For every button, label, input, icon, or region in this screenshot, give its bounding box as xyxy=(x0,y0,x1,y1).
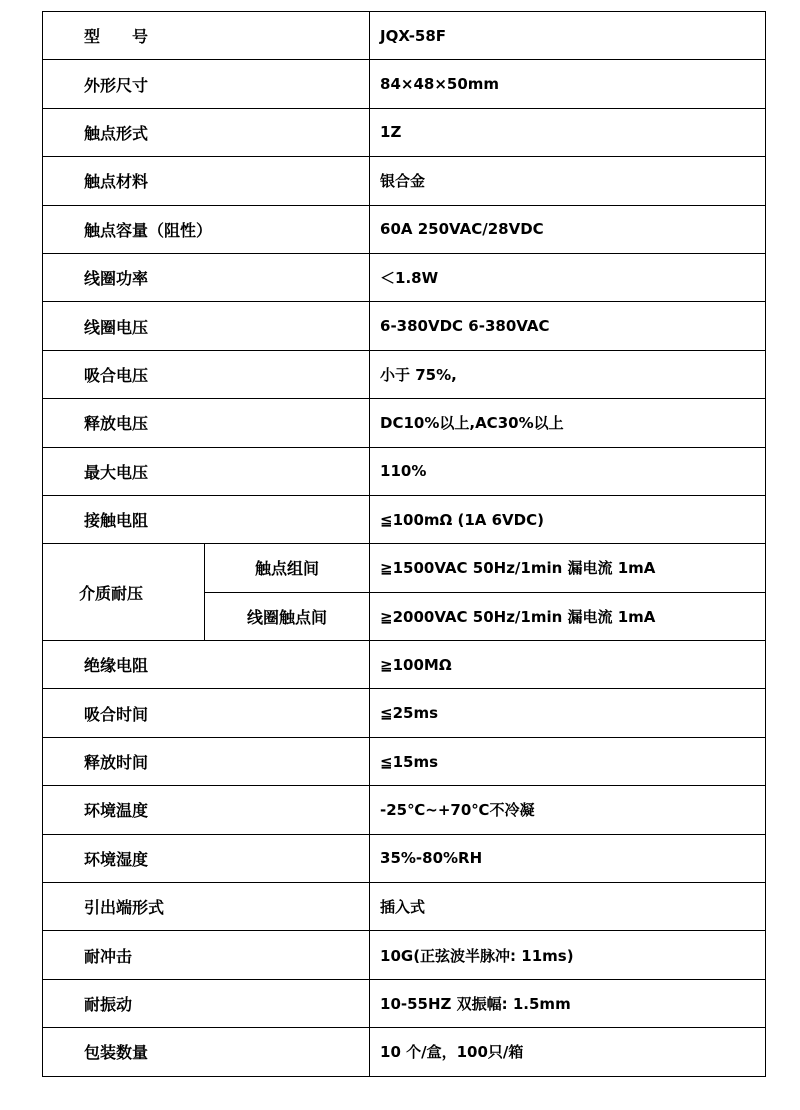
spec-label: 释放电压 xyxy=(43,399,370,447)
spec-label: 绝缘电阻 xyxy=(43,641,370,689)
spec-value: -25℃~+70℃不冷凝 xyxy=(370,786,766,834)
spec-label: 耐冲击 xyxy=(43,931,370,979)
spec-value: ≦100mΩ (1A 6VDC) xyxy=(370,495,766,543)
spec-value: ≧100MΩ xyxy=(370,641,766,689)
spec-value: 10-55HZ 双振幅: 1.5mm xyxy=(370,979,766,1027)
spec-value: 10 个/盒，100只/箱 xyxy=(370,1028,766,1076)
spec-label: 线圈功率 xyxy=(43,253,370,301)
spec-label: 吸合时间 xyxy=(43,689,370,737)
spec-label: 最大电压 xyxy=(43,447,370,495)
spec-row-vibration-resistance xyxy=(43,979,766,1027)
spec-row-pull-in-time xyxy=(43,689,766,737)
spec-row-pull-in-voltage xyxy=(43,350,766,398)
spec-value: 6-380VDC 6-380VAC xyxy=(370,302,766,350)
spec-value: ＜1.8W xyxy=(370,253,766,301)
spec-label: 释放时间 xyxy=(43,737,370,785)
spec-table xyxy=(42,11,766,1077)
spec-row-max-voltage xyxy=(43,447,766,495)
spec-label: 接触电阻 xyxy=(43,495,370,543)
spec-row-contact-form xyxy=(43,108,766,156)
spec-value: ≧1500VAC 50Hz/1min 漏电流 1mA xyxy=(370,544,766,592)
spec-row-model xyxy=(43,12,766,60)
spec-value: 110% xyxy=(370,447,766,495)
spec-label: 触点形式 xyxy=(43,108,370,156)
spec-row-terminal-type xyxy=(43,883,766,931)
spec-row-packaging xyxy=(43,1028,766,1076)
spec-sub-label: 线圈触点间 xyxy=(205,592,370,640)
spec-label: 触点容量（阻性） xyxy=(43,205,370,253)
spec-value: ≦25ms xyxy=(370,689,766,737)
spec-label: 吸合电压 xyxy=(43,350,370,398)
spec-value: 插入式 xyxy=(370,883,766,931)
spec-value: DC10%以上,AC30%以上 xyxy=(370,399,766,447)
spec-row-release-voltage xyxy=(43,399,766,447)
spec-label: 包装数量 xyxy=(43,1028,370,1076)
spec-value: 银合金 xyxy=(370,157,766,205)
spec-row-contact-material xyxy=(43,157,766,205)
spec-label: 外形尺寸 xyxy=(43,60,370,108)
spec-label: 环境温度 xyxy=(43,786,370,834)
spec-row-shock-resistance xyxy=(43,931,766,979)
spec-value: 10G(正弦波半脉冲: 11ms) xyxy=(370,931,766,979)
spec-row-insulation-resistance xyxy=(43,641,766,689)
spec-label: 线圈电压 xyxy=(43,302,370,350)
spec-row-contact-capacity xyxy=(43,205,766,253)
spec-row-dielectric-contacts xyxy=(43,544,766,592)
spec-row-ambient-temperature xyxy=(43,786,766,834)
spec-label: 型 号 xyxy=(43,12,370,60)
spec-row-coil-power xyxy=(43,253,766,301)
spec-value: ≦15ms xyxy=(370,737,766,785)
spec-value: JQX-58F xyxy=(370,12,766,60)
spec-row-dimensions xyxy=(43,60,766,108)
spec-label: 引出端形式 xyxy=(43,883,370,931)
spec-sub-label: 触点组间 xyxy=(205,544,370,592)
spec-value: 60A 250VAC/28VDC xyxy=(370,205,766,253)
spec-row-contact-resistance xyxy=(43,495,766,543)
spec-label: 环境湿度 xyxy=(43,834,370,882)
spec-value: 小于 75%, xyxy=(370,350,766,398)
spec-label: 触点材料 xyxy=(43,157,370,205)
spec-label: 耐振动 xyxy=(43,979,370,1027)
spec-value: ≧2000VAC 50Hz/1min 漏电流 1mA xyxy=(370,592,766,640)
spec-value: 1Z xyxy=(370,108,766,156)
spec-row-coil-voltage xyxy=(43,302,766,350)
spec-value: 35%-80%RH xyxy=(370,834,766,882)
spec-row-release-time xyxy=(43,737,766,785)
spec-row-ambient-humidity xyxy=(43,834,766,882)
spec-group-label: 介质耐压 xyxy=(43,544,205,641)
spec-value: 84×48×50mm xyxy=(370,60,766,108)
